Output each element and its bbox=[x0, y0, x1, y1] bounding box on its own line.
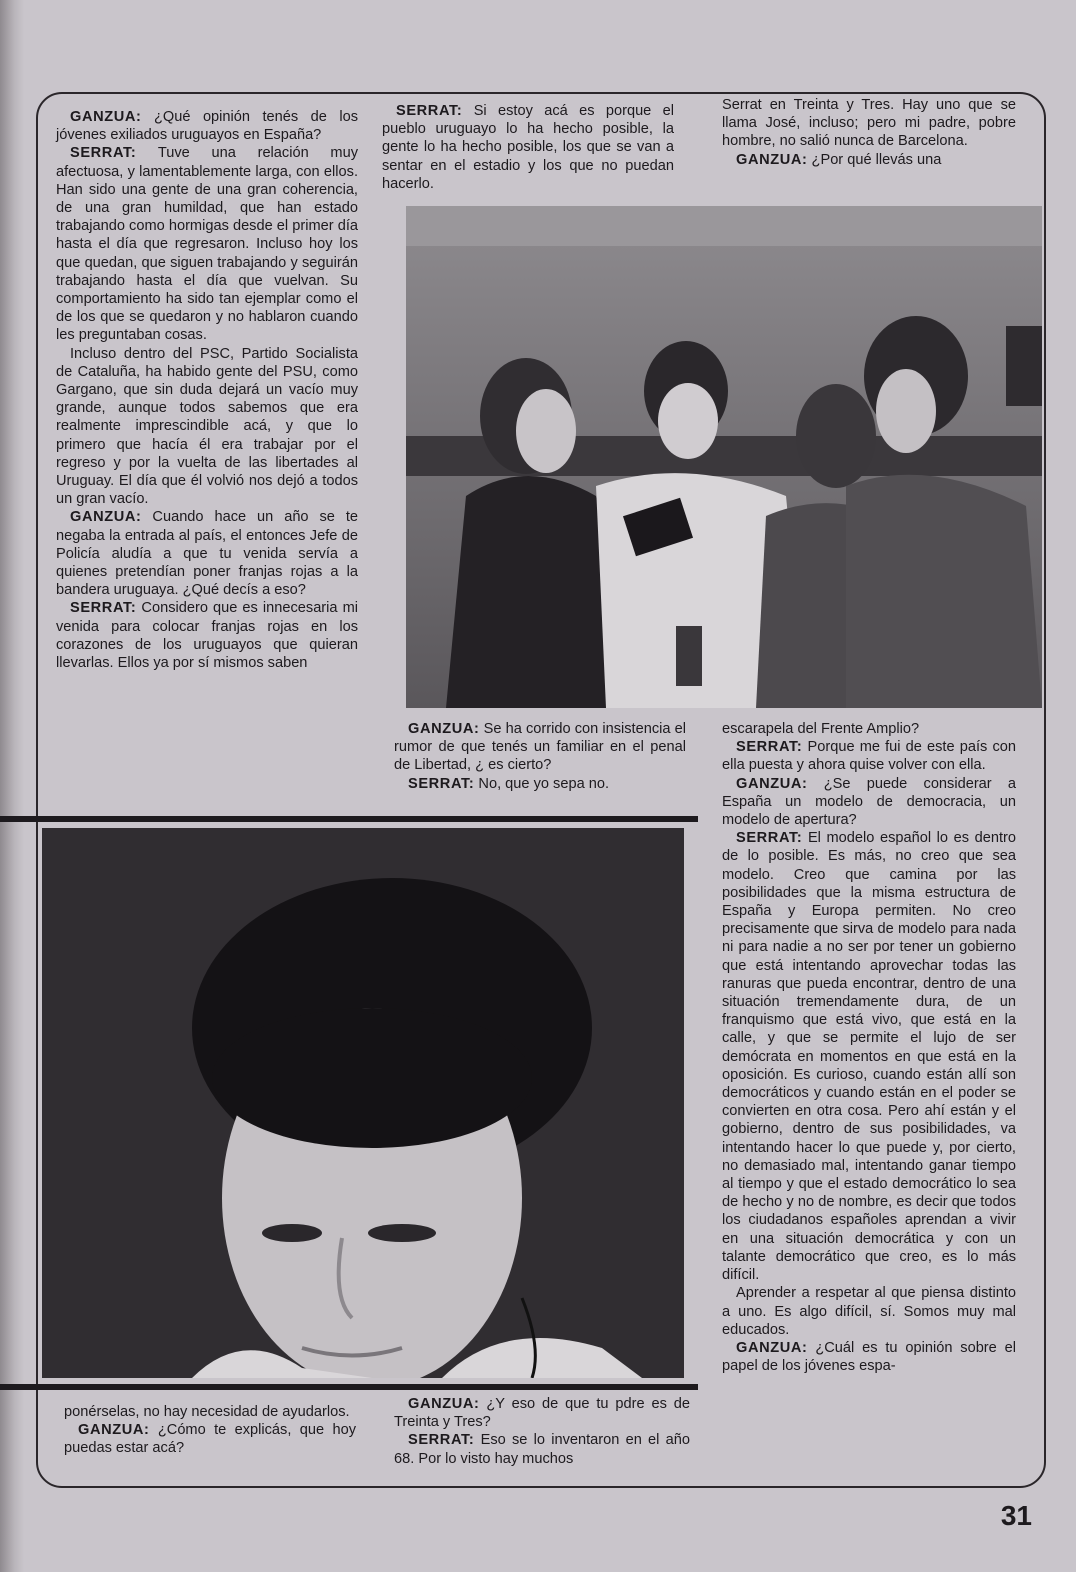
paragraph bbox=[722, 829, 1016, 1284]
paragraph-text: Eso se lo inventaron en el año 68. Por lo visto hay muchos bbox=[394, 1432, 690, 1467]
paragraph-text: No, que yo sepa no. bbox=[478, 775, 610, 792]
paragraph bbox=[394, 720, 686, 775]
paragraph-text: El modelo español lo es dentro de lo posible. Es más, no creo que sea modelo. Creo que camina por las posibilidades que la misma estructura de España y Europa permiten. No creo precisamente que sirva de modelo para nada ni para nadie a no ser por tener un gobierno que está intentando aprovechar todas las ranuras que pueda encontrar, dentro de una situación tremendamente dura, de un franquismo que está vivo, que está en la calle, y que se permite el lujo de ser demócrata en momentos en que está en la oposición. Es curioso, cuando están allí son democráticos y cuando están en el poder se convierten en otra cosa. Pero ahí están y el gobierno, dentro de sus posibilidades, va intentando hacer lo que puede y, por cierto, no demasiado mal, intentando ganar tiempo al tiempo y que el estado democrático lo sea de hecho y no de nombre, es decir que todos los ciudadanos españoles aprendan a vivir en una situación democrática y con un talante democrático que creo, es lo más difícil. bbox=[722, 830, 1016, 1284]
paragraph-text: ponérselas, no hay necesidad de ayudarlos. bbox=[64, 1404, 350, 1420]
paragraph-text: ¿Se puede considerar a España un modelo de democracia, un modelo de apertura? bbox=[722, 775, 1016, 829]
paragraph-text: Serrat en Treinta y Tres. Hay uno que se llama José, incluso; pero mi padre, pobre hombre, no salió nunca de Barcelona. bbox=[722, 97, 1016, 150]
paragraph-text: Aprender a respetar al que piensa distinto a uno. Es algo difícil, sí. Somos muy mal educados. bbox=[722, 1285, 1016, 1338]
speaker-label: GANZUA: bbox=[736, 151, 808, 168]
speaker-label: GANZUA: bbox=[736, 1339, 808, 1356]
page-binding-edge bbox=[0, 0, 24, 1572]
paragraph bbox=[394, 775, 686, 793]
paragraph-text: ¿Cómo te explicás, que hoy puedas estar acá? bbox=[64, 1422, 356, 1457]
paragraph-text: Cuando hace un año se te negaba la entrada al país, el entonces Jefe de Policía aludía a que tu venida servía a quienes pretendían poner franjas rojas a la bandera uruguaya. ¿Qué decís a eso? bbox=[56, 509, 358, 599]
speaker-label: SERRAT: bbox=[736, 739, 803, 756]
paragraph bbox=[722, 151, 1016, 169]
column-1-top-text bbox=[56, 108, 358, 672]
paragraph-text: ¿Por qué llevás una bbox=[811, 151, 942, 168]
portrait-photo bbox=[42, 828, 684, 1378]
speaker-label: SERRAT: bbox=[408, 775, 475, 792]
column-2-bottom-text bbox=[394, 1395, 690, 1468]
divider-rule-lower bbox=[0, 1384, 698, 1390]
speaker-label: SERRAT: bbox=[70, 600, 137, 617]
paragraph-text: escarapela del Frente Amplio? bbox=[722, 721, 920, 737]
paragraph-text: ¿Cuál es tu opinión sobre el papel de los jóvenes espa- bbox=[722, 1339, 1016, 1375]
paragraph bbox=[394, 1431, 690, 1467]
divider-rule-upper bbox=[0, 816, 698, 822]
paragraph bbox=[722, 1284, 1016, 1339]
page-number: 31 bbox=[1000, 1500, 1032, 1531]
paragraph bbox=[722, 738, 1016, 774]
column-3-main-text bbox=[722, 720, 1016, 1375]
speaker-label: SERRAT: bbox=[70, 145, 137, 162]
speaker-label: GANZUA: bbox=[78, 1422, 150, 1439]
paragraph-text: Incluso dentro del PSC, Partido Socialista de Cataluña, ha habido gente del PSU, como Gargano, que sin duda dejará un vacío muy grande, aunque todos sabemos que era realmente imprescindible acá, y que lo primero que hacía él era trabajar por el regreso y por la vuelta de las libertades al Uruguay. El día que él volvió nos dejó a todos un gran vacío. bbox=[56, 345, 358, 508]
speaker-label: GANZUA: bbox=[70, 109, 142, 125]
speaker-label: SERRAT: bbox=[408, 1432, 475, 1449]
speaker-label: GANZUA: bbox=[408, 721, 480, 737]
paragraph bbox=[64, 1403, 356, 1421]
speaker-label: GANZUA: bbox=[408, 1396, 480, 1412]
column-1-bottom-text bbox=[64, 1403, 356, 1458]
paragraph bbox=[56, 345, 358, 509]
column-3-top-text bbox=[722, 96, 1016, 169]
paragraph bbox=[64, 1421, 356, 1457]
speaker-label: GANZUA: bbox=[70, 509, 142, 526]
paragraph-text: Porque me fui de este país con ella puesta y ahora quise volver con ella. bbox=[722, 739, 1016, 774]
paragraph bbox=[56, 599, 358, 672]
portrait-photo-illustration bbox=[42, 828, 684, 1378]
paragraph bbox=[722, 720, 1016, 738]
paragraph bbox=[382, 102, 674, 193]
paragraph bbox=[722, 775, 1016, 830]
paragraph bbox=[722, 1339, 1016, 1375]
paragraph bbox=[722, 96, 1016, 151]
paragraph bbox=[56, 508, 358, 599]
paragraph bbox=[56, 108, 358, 144]
column-2-middle-text bbox=[394, 720, 686, 793]
paragraph-text: Considero que es innecesaria mi venida para colocar franjas rojas en los corazones de los uruguayos que quieran llevarlas. Ellos ya por sí mismos saben bbox=[56, 600, 358, 672]
group-photo bbox=[406, 206, 1042, 708]
paragraph-text: Tuve una relación muy afectuosa, y lamentablemente larga, con ellos. Han sido una gente de una gran coherencia, de una gran humildad, que han estado trabajando como hormigas desde el primer día hasta el día que regresaron. Incluso hoy los que quedan, que siguen trabajando y seguirán trabajando hasta el día que vuelvan. Su comportamiento ha sido tan ejemplar como el de los que se quedaron y no hablaron cuando les preguntaban cosas. bbox=[56, 145, 358, 344]
column-2-top-text bbox=[382, 102, 674, 193]
speaker-label: SERRAT: bbox=[396, 103, 463, 119]
paragraph-text: Si estoy acá es porque el pueblo uruguayo lo ha hecho posible, la gente lo ha hecho posible, los que se van a sentar en el estadio y los que no puedan hacerlo. bbox=[382, 103, 674, 192]
group-photo-illustration bbox=[406, 206, 1042, 708]
speaker-label: SERRAT: bbox=[736, 830, 803, 847]
speaker-label: GANZUA: bbox=[736, 775, 808, 792]
paragraph-text: ¿Y eso de que tu pdre es de Treinta y Tres? bbox=[394, 1396, 690, 1431]
paragraph-text: Se ha corrido con insistencia el rumor de que tenés un familiar en el penal de Libertad, ¿ es cierto? bbox=[394, 721, 686, 774]
paragraph bbox=[56, 144, 358, 344]
paragraph-text: ¿Qué opinión tenés de los jóvenes exiliados uruguayos en España? bbox=[56, 109, 359, 144]
paragraph bbox=[394, 1395, 690, 1431]
